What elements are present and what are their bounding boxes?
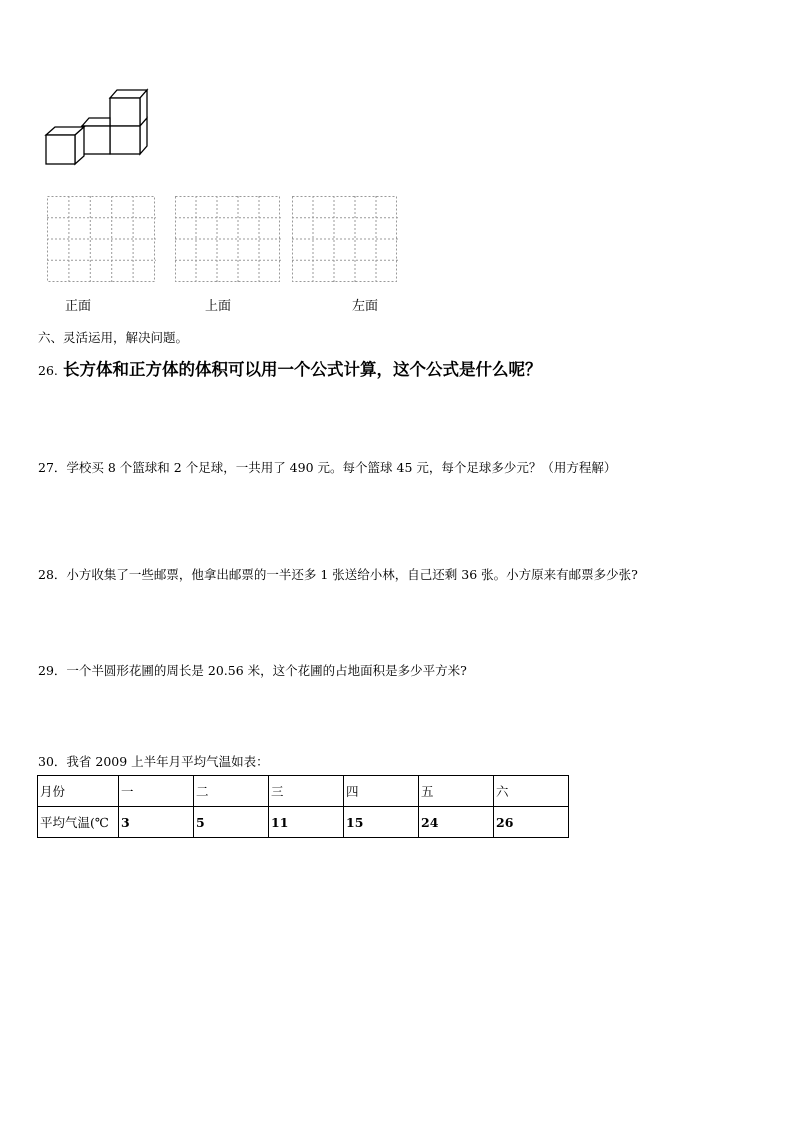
table-cell-temperature: 3 <box>119 807 194 838</box>
table-cell-temperature: 11 <box>269 807 344 838</box>
left-view-grid[interactable] <box>292 196 398 283</box>
question-26 <box>38 356 541 380</box>
table-row <box>38 807 569 838</box>
question-27-number: 27． <box>38 460 67 475</box>
question-29-number: 29． <box>38 663 67 678</box>
question-30-number: 30． <box>38 754 67 769</box>
table-cell-month: 四 <box>344 776 419 807</box>
temperature-table <box>37 775 569 838</box>
table-cell-temperature: 15 <box>344 807 419 838</box>
front-view-label: 正面 <box>65 299 92 314</box>
question-29 <box>38 661 467 679</box>
table-header-month: 月份 <box>38 776 119 807</box>
top-view-grid[interactable] <box>175 196 281 283</box>
table-row <box>38 776 569 807</box>
section-six-heading: 六、灵活运用，解决问题。 <box>38 330 189 345</box>
question-28 <box>38 565 638 583</box>
question-28-number: 28． <box>38 567 67 582</box>
table-cell-month: 六 <box>494 776 569 807</box>
question-29-text: 一个半圆形花圃的周长是 20.56 米，这个花圃的占地面积是多少平方米? <box>66 663 467 678</box>
question-30-text: 我省 2009 上半年月平均气温如表： <box>66 754 269 769</box>
question-30 <box>38 752 269 770</box>
question-27 <box>38 458 616 476</box>
cube-figure <box>40 88 155 168</box>
table-cell-month: 三 <box>269 776 344 807</box>
table-cell-month: 二 <box>194 776 269 807</box>
question-28-text: 小方收集了一些邮票，他拿出邮票的一半还多 1 张送给小林，自己还剩 36 张。小方原来有邮票多少张? <box>66 567 638 582</box>
table-cell-month: 一 <box>119 776 194 807</box>
question-27-text: 学校买 8 个篮球和 2 个足球，一共用了 490 元。每个篮球 45 元，每个足球多少元？（用方程解） <box>66 460 617 475</box>
table-header-temperature: 平均气温(℃ <box>38 807 119 838</box>
table-cell-month: 五 <box>419 776 494 807</box>
front-view-grid[interactable] <box>47 196 156 283</box>
left-view-label: 左面 <box>352 299 379 314</box>
table-cell-temperature: 24 <box>419 807 494 838</box>
table-cell-temperature: 5 <box>194 807 269 838</box>
top-view-label: 上面 <box>205 299 232 314</box>
question-26-text: 长方体和正方体的体积可以用一个公式计算，这个公式是什么呢？ <box>62 360 542 379</box>
table-cell-temperature: 26 <box>494 807 569 838</box>
question-26-number: 26. <box>38 363 58 378</box>
